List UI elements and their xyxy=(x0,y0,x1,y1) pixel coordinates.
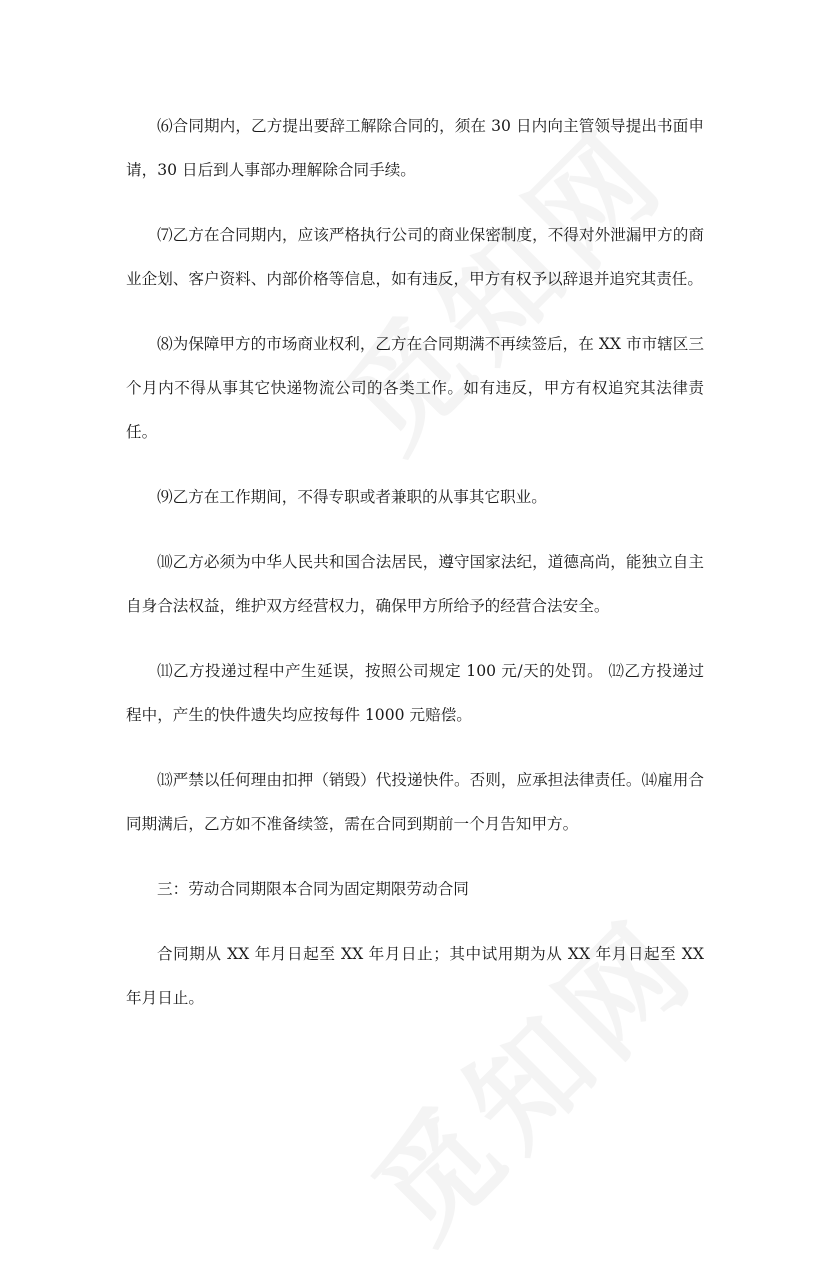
document-body xyxy=(126,104,704,1041)
clause-11-12: ⑾乙方投递过程中产生延误，按照公司规定 100 元/天的处罚。 ⑿乙方投递过程中，产生的快件遗失均应按每件 1000 元赔偿。 xyxy=(126,662,704,724)
clause-7: ⑺乙方在合同期内，应该严格执行公司的商业保密制度，不得对外泄漏甲方的商业企划、客户资料、内部价格等信息，如有违反，甲方有权予以辞退并追究其责任。 xyxy=(126,226,704,288)
contract-period-text: 合同期从 XX 年月日起至 XX 年月日止；其中试用期为从 XX 年月日起至 XX 年月日止。 xyxy=(126,945,704,1007)
clause-8: ⑻为保障甲方的市场商业权利，乙方在合同期满不再续签后，在 XX 市市辖区三个月内不得从事其它快递物流公司的各类工作。如有违反，甲方有权追究其法律责任。 xyxy=(126,335,704,441)
section-heading-contract-term: 三：劳动合同期限本合同为固定期限劳动合同 xyxy=(157,880,469,898)
clause-13-14: ⒀严禁以任何理由扣押（销毁）代投递快件。否则，应承担法律责任。⒁雇用合同期满后，乙方如不准备续签，需在合同到期前一个月告知甲方。 xyxy=(126,771,704,833)
clause-6: ⑹合同期内，乙方提出要辞工解除合同的，须在 30 日内向主管领导提出书面申请，30 日后到人事部办理解除合同手续。 xyxy=(126,117,704,179)
clause-10: ⑽乙方必须为中华人民共和国合法居民，遵守国家法纪，道德高尚，能独立自主自身合法权益，维护双方经营权力，确保甲方所给予的经营合法安全。 xyxy=(126,553,704,615)
clause-9: ⑼乙方在工作期间，不得专职或者兼职的从事其它职业。 xyxy=(157,488,547,506)
